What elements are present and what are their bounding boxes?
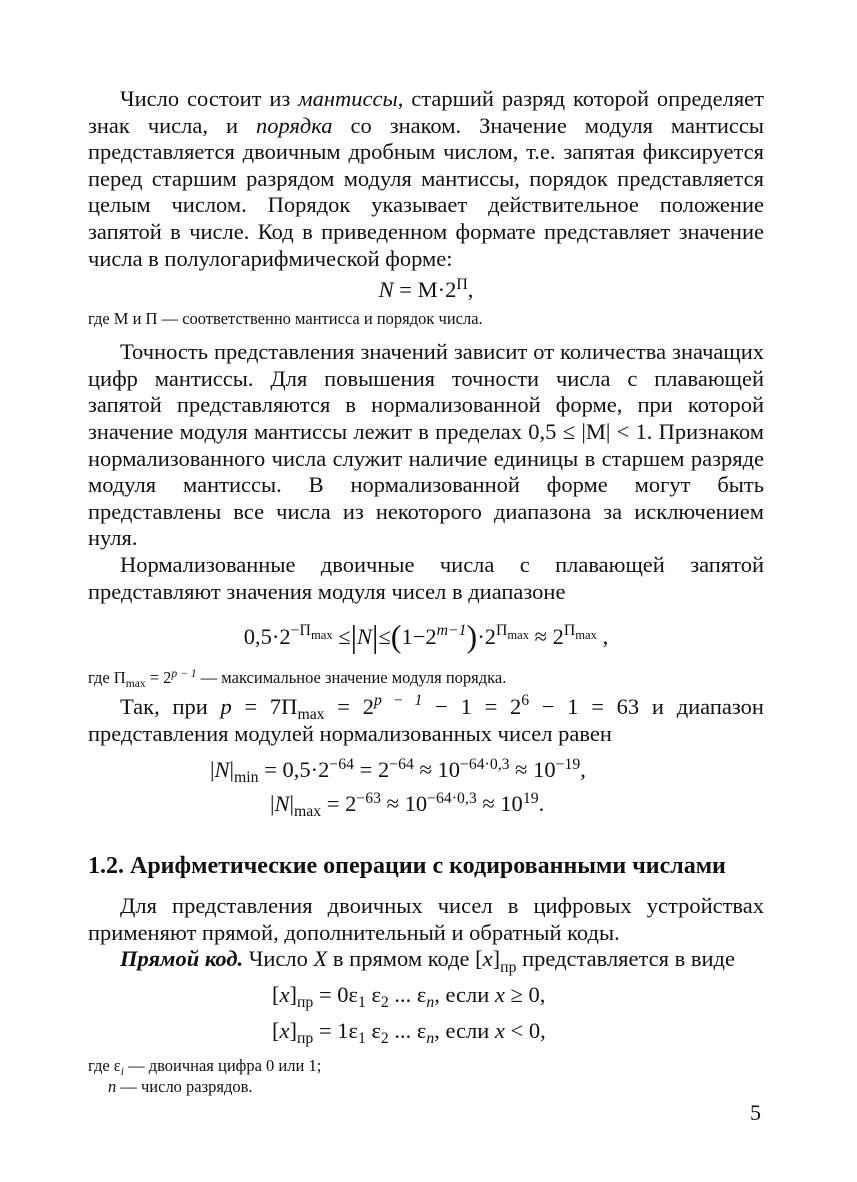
text-run: — максимальное значение модуля порядка.: [196, 668, 507, 688]
eq-text: ,: [467, 277, 474, 303]
exponent: 6: [521, 692, 530, 710]
equation-range: [88, 609, 764, 661]
eq-subscript: n: [426, 994, 435, 1012]
eq-text: ... ε: [388, 982, 427, 1008]
eq-text: |: [289, 791, 295, 817]
abs-bar: |: [350, 618, 358, 655]
eq-exponent: m−1: [436, 622, 467, 640]
eq-text: ,: [596, 624, 609, 650]
eq-subscript: 2: [380, 1030, 389, 1048]
eq-subscript: пр: [297, 994, 314, 1012]
eq-text: ≈ 10: [476, 791, 523, 817]
eq-subscript: max: [507, 628, 530, 643]
section-heading: 1.2. Арифметические операции с кодированными числами: [88, 853, 726, 880]
eq-text: |: [270, 791, 275, 817]
eq-exponent: [495, 622, 530, 643]
paragraph-codes-intro: Для представления двоичных чисел в цифровых устройствах применяют прямой, дополнительный и обратный коды.: [88, 893, 764, 945]
eq-text: ≈ 10: [413, 757, 460, 783]
text-run: = 2: [145, 668, 172, 688]
note-epsilon: [88, 1055, 764, 1076]
text-run: где П: [88, 668, 126, 688]
eq-text: ε: [365, 982, 381, 1008]
paragraph-range: Нормализованные двоичные числа с плавающей запятой представляют значения модуля чисел в диапазоне: [88, 551, 764, 604]
subscript: max: [297, 706, 325, 724]
eq-text: 1−2: [401, 624, 437, 650]
var-x: X: [313, 946, 328, 972]
var-x: x: [494, 982, 505, 1008]
eq-subscript: max: [310, 628, 333, 643]
eq-subscript: min: [234, 769, 259, 787]
var-x: x: [279, 1018, 290, 1044]
eq-subscript: 1: [357, 994, 366, 1012]
eq-text: = М·2: [393, 277, 457, 303]
text-run: = 2: [324, 694, 374, 720]
page-number: 5: [750, 1100, 761, 1125]
text-run: где ε: [88, 1056, 121, 1076]
eq-exponent: −64·0,3: [459, 755, 510, 773]
note-n: [88, 1076, 764, 1097]
text-run: в прямом коде [: [327, 946, 483, 972]
var-p: p: [220, 694, 232, 720]
eq-text: ,: [580, 757, 586, 783]
eq-text: ·2: [477, 624, 496, 650]
eq-text: |: [229, 757, 235, 783]
var-x: x: [494, 1018, 505, 1044]
text-run: = 7П: [231, 694, 298, 720]
eq-subscript: max: [575, 628, 597, 643]
eq-text: ... ε: [388, 1018, 427, 1044]
eq-text: = 0,5·2: [258, 757, 330, 783]
eq-text: ε: [365, 1018, 381, 1044]
term-order: порядка: [256, 112, 333, 138]
eq-text: ]: [289, 1018, 297, 1044]
var-n: n: [108, 1077, 117, 1097]
page-body: [88, 86, 764, 1097]
subscript: i: [120, 1065, 124, 1078]
eq-text: < 0,: [504, 1018, 546, 1044]
equation-min: [88, 753, 764, 787]
var-x: x: [482, 946, 493, 972]
var-n: N: [214, 757, 230, 783]
eq-text: , если: [434, 1018, 495, 1044]
eq-text: = 2: [354, 757, 390, 783]
eq-exponent: [290, 622, 333, 643]
eq-text: = 0ε: [313, 982, 358, 1008]
eq-text: = 1ε: [313, 1018, 358, 1044]
eq-exponent: П: [456, 275, 468, 293]
paragraph-direct-code: [88, 946, 764, 976]
eq-exponent: −64·0,3: [427, 789, 477, 807]
eq-subscript: max: [294, 803, 322, 821]
eq-subscript: 1: [357, 1030, 366, 1048]
eq-text: ≤: [332, 624, 351, 650]
eq-text: , если: [434, 982, 495, 1008]
paragraph-number-structure: [88, 86, 764, 272]
eq-text: = 2: [321, 791, 357, 817]
note-mantissa-order: где М и П — соответственно мантисса и порядок числа.: [88, 309, 483, 329]
eq-exponent: 19: [522, 789, 539, 807]
text-run: ]: [492, 946, 501, 972]
text-run: представляется в виде: [516, 946, 735, 972]
exponent: p − 1: [373, 692, 423, 710]
text-run: со знаком. Значение модуля мантиссы представляется двоичным дробным числом, т.е. запятая фиксируется перед старшим разрядом модуля мантиссы, порядок представляется целым числом. Порядок указывает действительное положение запятой в числе. Код в приведенном формате представляет значение числа в полулогарифмической форме:: [88, 112, 764, 271]
eq-text: ≤: [378, 624, 391, 650]
equation-semilog-form: [88, 272, 764, 308]
text-run: — число разрядов.: [116, 1077, 253, 1097]
text-run: − 1 = 63 и диапазон представления модулей нормализованных чисел равен: [88, 694, 764, 746]
abs-bar: |: [372, 618, 379, 655]
eq-text: ≥ 0,: [504, 982, 546, 1008]
eq-exponent: −64: [329, 755, 355, 773]
eq-exponent: −19: [555, 755, 581, 773]
subscript: max: [125, 677, 146, 690]
eq-text: .: [538, 791, 545, 817]
var-x: x: [279, 982, 290, 1008]
note-max-order: [88, 667, 764, 688]
eq-subscript: пр: [297, 1030, 314, 1048]
paren: ): [466, 618, 478, 655]
text-run: , старший разряд которой определяет знак числа, и: [88, 86, 764, 138]
term-direct-code: Прямой код.: [120, 946, 244, 972]
eq-text: ≈ 10: [381, 791, 428, 817]
text-run: Число состоит из: [120, 86, 299, 111]
text-run: — двоичная цифра 0 или 1;: [123, 1056, 322, 1076]
term-mantissa: мантиссы: [298, 86, 398, 111]
equation-group-limits: [88, 753, 764, 821]
text-run: Так, при: [120, 694, 221, 720]
eq-subscript: 2: [380, 994, 389, 1012]
paragraph-normalized-form: Точность представления значений зависит от количества значащих цифр мантиссы. Для повышения точности числа с плавающей запятой представляются в нормализованной форме, при которой значение модуля мантиссы лежит в пределах 0,5 ≤ |M| < 1. Признаком нормализованного числа служит наличие единицы в старшем разряде модуля мантиссы. В нормализованной форме могут быть представлены все числа из некоторого диапазона за исключением нуля.: [88, 339, 764, 551]
eq-text: [: [272, 982, 280, 1008]
text-run: Число: [243, 946, 314, 972]
equation-group-direct-code: [88, 977, 764, 1049]
eq-exponent: −64: [389, 755, 414, 773]
equation-negative: [88, 1013, 764, 1049]
equation-positive: [88, 977, 764, 1013]
eq-text: |: [210, 757, 215, 783]
exponent: p − 1: [171, 667, 197, 680]
eq-text: П: [495, 622, 508, 640]
eq-text: ≈ 2: [529, 624, 564, 650]
eq-text: П: [563, 622, 576, 640]
var-n: N: [357, 624, 373, 650]
text-run: − 1 = 2: [422, 694, 522, 720]
eq-text: −П: [290, 622, 311, 640]
eq-text: [: [272, 1018, 280, 1044]
paren: (: [390, 618, 402, 655]
eq-subscript: n: [426, 1030, 435, 1048]
equation-max: [88, 787, 764, 821]
eq-text: 0,5·2: [243, 624, 291, 650]
subscript: пр: [500, 958, 517, 976]
paragraph-example: [88, 694, 764, 747]
eq-exponent: −63: [356, 789, 382, 807]
eq-exponent: [563, 622, 597, 643]
eq-text: ≈ 10: [509, 757, 556, 783]
eq-text: ]: [289, 982, 297, 1008]
var-n: N: [274, 791, 290, 817]
var-n: N: [378, 277, 394, 303]
